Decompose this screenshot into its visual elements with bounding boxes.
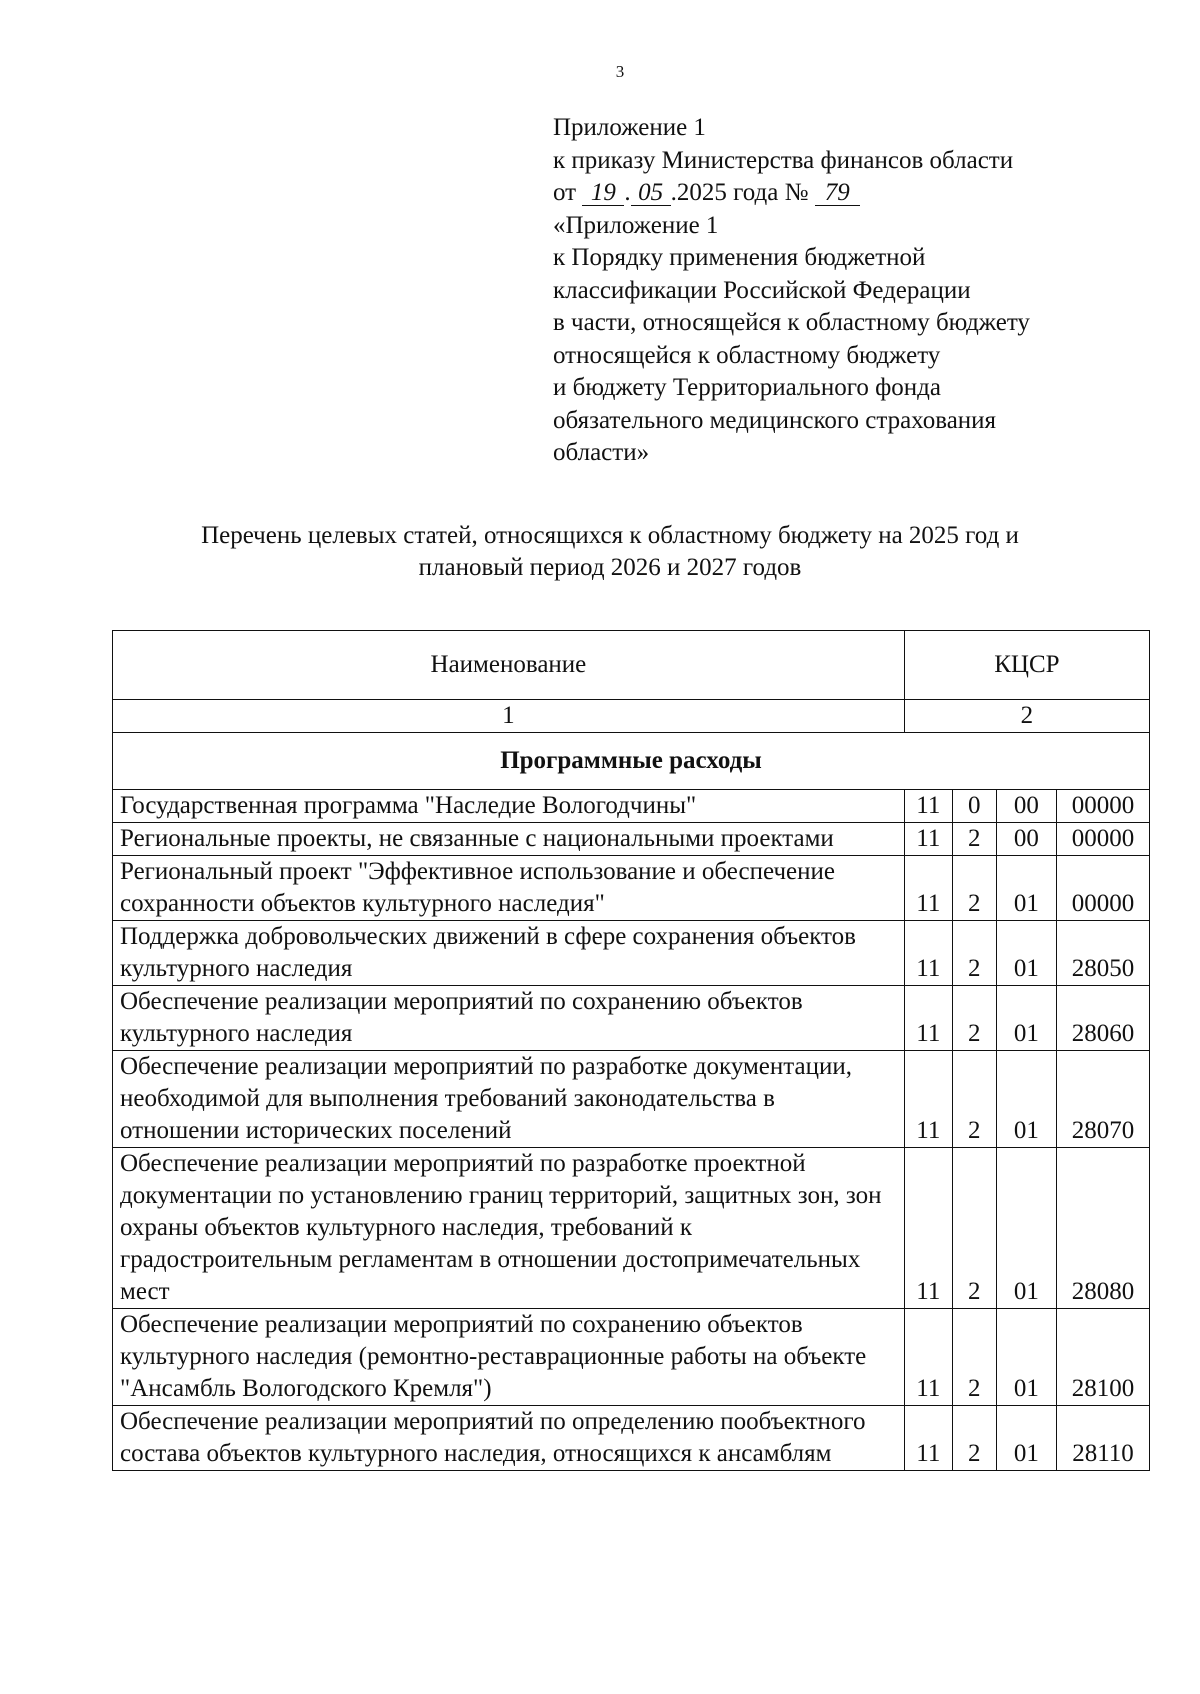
appendix-line: к приказу Министерства финансов области — [553, 146, 1014, 174]
row-code-2: 2 — [952, 1051, 996, 1148]
row-code-1: 11 — [904, 856, 952, 921]
appendix-line: классификации Российской Федерации — [553, 276, 971, 304]
table-row — [113, 856, 1150, 921]
row-code-2: 0 — [952, 790, 996, 823]
row-name: Государственная программа "Наследие Вологодчины" — [113, 790, 905, 823]
appendix-line: обязательного медицинского страхования — [553, 406, 997, 434]
row-code-1: 11 — [904, 986, 952, 1051]
appendix-line: «Приложение 1 — [553, 211, 719, 239]
table-row — [113, 986, 1150, 1051]
row-code-4: 28070 — [1057, 1051, 1150, 1148]
table-row — [113, 790, 1150, 823]
table-row — [113, 1051, 1150, 1148]
row-code-2: 2 — [952, 1309, 996, 1406]
order-prefix: от — [553, 179, 577, 206]
table-numbering-row — [113, 700, 1150, 733]
row-code-1: 11 — [904, 1406, 952, 1471]
row-code-3: 00 — [996, 790, 1056, 823]
row-code-1: 11 — [904, 790, 952, 823]
row-name: Региональные проекты, не связанные с национальными проектами — [113, 823, 905, 856]
appendix-line: Приложение 1 — [553, 114, 706, 141]
row-code-4: 28080 — [1057, 1148, 1150, 1309]
row-code-1: 11 — [904, 921, 952, 986]
row-code-3: 00 — [996, 823, 1056, 856]
order-month: 05 — [631, 181, 671, 206]
order-day: 19 — [582, 181, 624, 206]
row-code-4: 28100 — [1057, 1309, 1150, 1406]
appendix-line: относящейся к областному бюджету — [553, 341, 941, 369]
row-name: Обеспечение реализации мероприятий по разработке документации, необходимой для выполнения требований законодательства в отношении исторических поселений — [113, 1051, 905, 1148]
row-code-2: 2 — [952, 1406, 996, 1471]
row-code-3: 01 — [996, 1051, 1056, 1148]
row-code-3: 01 — [996, 856, 1056, 921]
row-name: Поддержка добровольческих движений в сфере сохранения объектов культурного наследия — [113, 921, 905, 986]
title-line: Перечень целевых статей, относящихся к областному бюджету на 2025 год и — [201, 522, 1019, 549]
table-row — [113, 1309, 1150, 1406]
row-name: Обеспечение реализации мероприятий по сохранению объектов культурного наследия — [113, 986, 905, 1051]
row-code-1: 11 — [904, 1051, 952, 1148]
row-code-4: 00000 — [1057, 856, 1150, 921]
col-number-1: 1 — [113, 700, 905, 733]
appendix-line: области» — [553, 439, 650, 466]
row-name: Обеспечение реализации мероприятий по определению пообъектного состава объектов культурного наследия, относящихся к ансамблям — [113, 1406, 905, 1471]
appendix-header — [553, 112, 1113, 470]
row-code-4: 28110 — [1057, 1406, 1150, 1471]
table-row — [113, 921, 1150, 986]
row-code-2: 2 — [952, 1148, 996, 1309]
row-name: Региональный проект "Эффективное использование и обеспечение сохранности объектов культурного наследия" — [113, 856, 905, 921]
row-code-1: 11 — [904, 1309, 952, 1406]
row-name: Обеспечение реализации мероприятий по сохранению объектов культурного наследия (ремонтно-реставрационные работы на объекте "Ансамбль Вологодского Кремля") — [113, 1309, 905, 1406]
row-code-4: 28050 — [1057, 921, 1150, 986]
row-code-3: 01 — [996, 1148, 1056, 1309]
table-row — [113, 1406, 1150, 1471]
header-name: Наименование — [113, 631, 905, 700]
row-code-1: 11 — [904, 823, 952, 856]
row-code-1: 11 — [904, 1148, 952, 1309]
page-number: 3 — [615, 62, 625, 81]
document-title — [110, 520, 1110, 584]
row-code-3: 01 — [996, 1406, 1056, 1471]
section-row — [113, 733, 1150, 790]
appendix-line: к Порядку применения бюджетной — [553, 244, 926, 271]
row-code-4: 00000 — [1057, 790, 1150, 823]
appendix-line: в части, относящейся к областному бюджету — [553, 309, 1030, 336]
order-number: 79 — [815, 181, 860, 206]
appendix-line: и бюджету Территориального фонда — [553, 374, 941, 401]
row-code-4: 28060 — [1057, 986, 1150, 1051]
order-year: .2025 года — [670, 179, 779, 206]
order-date-line: от 19 . 05 .2025 года № 79 — [553, 177, 1113, 210]
title-line: плановый период 2026 и 2027 годов — [418, 554, 802, 581]
row-code-3: 01 — [996, 921, 1056, 986]
order-number-label: № — [784, 179, 809, 206]
target-articles-table — [112, 630, 1150, 1471]
header-code: КЦСР — [904, 631, 1149, 700]
table-row — [113, 823, 1150, 856]
row-code-2: 2 — [952, 856, 996, 921]
col-number-2: 2 — [904, 700, 1149, 733]
row-code-4: 00000 — [1057, 823, 1150, 856]
row-name: Обеспечение реализации мероприятий по разработке проектной документации по установлению границ территорий, защитных зон, зон охраны объектов культурного наследия, требований к градостроительным регламентам в отношении достопримечательных мест — [113, 1148, 905, 1309]
table-header-row — [113, 631, 1150, 700]
row-code-2: 2 — [952, 823, 996, 856]
section-title: Программные расходы — [113, 733, 1150, 790]
row-code-2: 2 — [952, 986, 996, 1051]
row-code-2: 2 — [952, 921, 996, 986]
row-code-3: 01 — [996, 986, 1056, 1051]
row-code-3: 01 — [996, 1309, 1056, 1406]
table-row — [113, 1148, 1150, 1309]
